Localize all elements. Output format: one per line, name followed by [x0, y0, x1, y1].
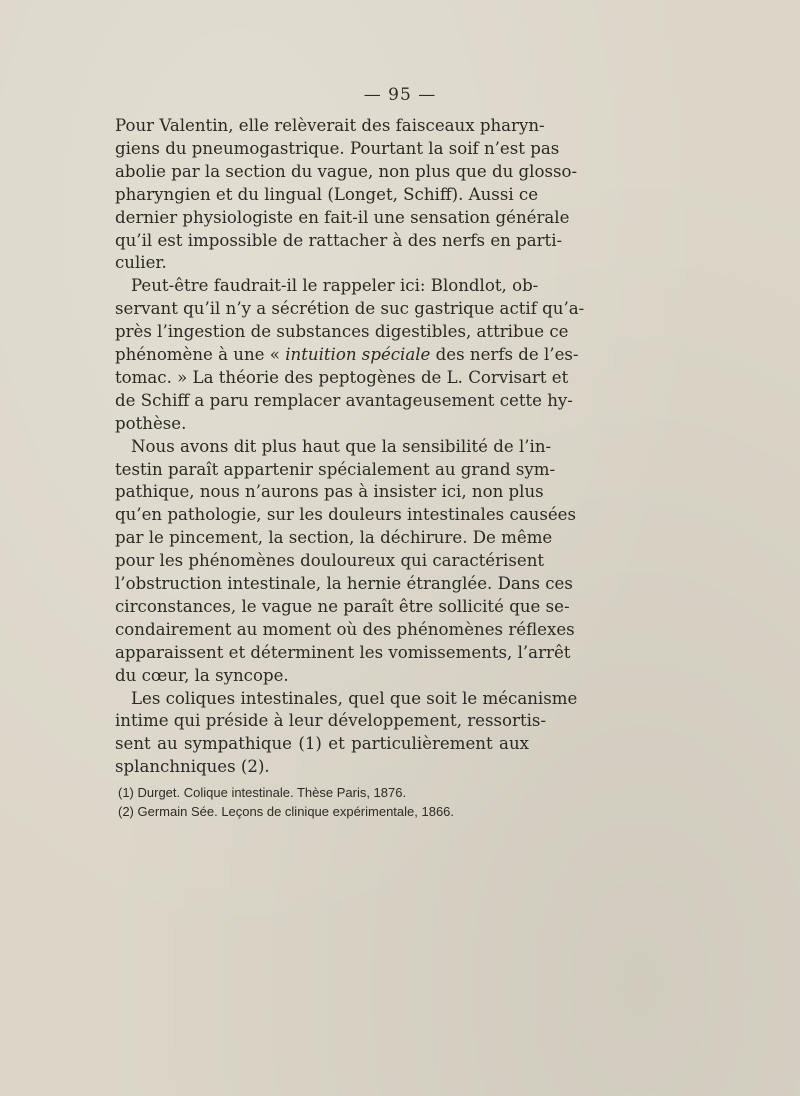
text-line: pathique, nous n’aurons pas à insister ici, non plus [115, 482, 544, 502]
text-line: Pour Valentin, elle relèverait des faisceaux pharyn- [115, 116, 545, 135]
text-line: apparaissent et déterminent les vomissements, l’arrêt [115, 642, 571, 662]
footnote: (1) Durget. Colique intestinale. Thèse Paris, 1876. [118, 785, 407, 800]
text-line: culier. [115, 253, 167, 273]
text-line: pothèse. [115, 413, 187, 433]
text-line: par le pincement, la section, la déchirure. De même [115, 528, 553, 548]
text-line: de Schiff a paru remplacer avantageusement cette hy- [115, 390, 573, 410]
text-line: condairement au moment où des phénomènes réflexes [115, 619, 575, 639]
text-line: qu’en pathologie, sur les douleurs intestinales causées [115, 505, 577, 525]
text-line: près l’ingestion de substances digestibles, attribue ce [115, 322, 569, 342]
text-line: Nous avons dit plus haut que la sensibilité de l’in- [131, 436, 552, 456]
page-number: — 95 — [363, 85, 437, 105]
text-line: du cœur, la syncope. [115, 665, 289, 685]
footnote: (2) Germain Sée. Leçons de clinique expérimentale, 1866. [118, 804, 455, 819]
text-line: tomac. » La théorie des peptogènes de L. Corvisart et [115, 367, 569, 387]
text-line: servant qu’il n’y a sécrétion de suc gastrique actif qu’a- [115, 299, 585, 319]
text-line: sent au sympathique (1) et particulièrement aux [115, 734, 529, 754]
text-line: l’obstruction intestinale, la hernie étranglée. Dans ces [115, 574, 573, 593]
text-line: abolie par la section du vague, non plus que du glosso- [115, 161, 578, 181]
text-line: qu’il est impossible de rattacher à des nerfs en parti- [115, 230, 563, 250]
text-line: phénomène à une « intuition spéciale des nerfs de l’es- [115, 345, 579, 364]
text-line: dernier physiologiste en fait-il une sensation générale [115, 207, 570, 227]
text-line: splanchniques (2). [115, 757, 270, 777]
text-line: testin paraît appartenir spécialement au grand sym- [115, 459, 556, 479]
text-line: intime qui préside à leur développement, ressortis- [115, 711, 547, 731]
text-line: giens du pneumogastrique. Pourtant la soif n’est pas [115, 138, 560, 158]
text-line: Peut-être faudrait-il le rappeler ici: Blondlot, ob- [131, 276, 539, 296]
text-line: Les coliques intestinales, quel que soit le mécanisme [131, 688, 578, 708]
text-line: pour les phénomènes douloureux qui caractérisent [115, 551, 545, 571]
text-line: pharyngien et du lingual (Longet, Schiff). Aussi ce [115, 184, 539, 204]
text-line: circonstances, le vague ne paraît être sollicité que se- [115, 596, 570, 616]
